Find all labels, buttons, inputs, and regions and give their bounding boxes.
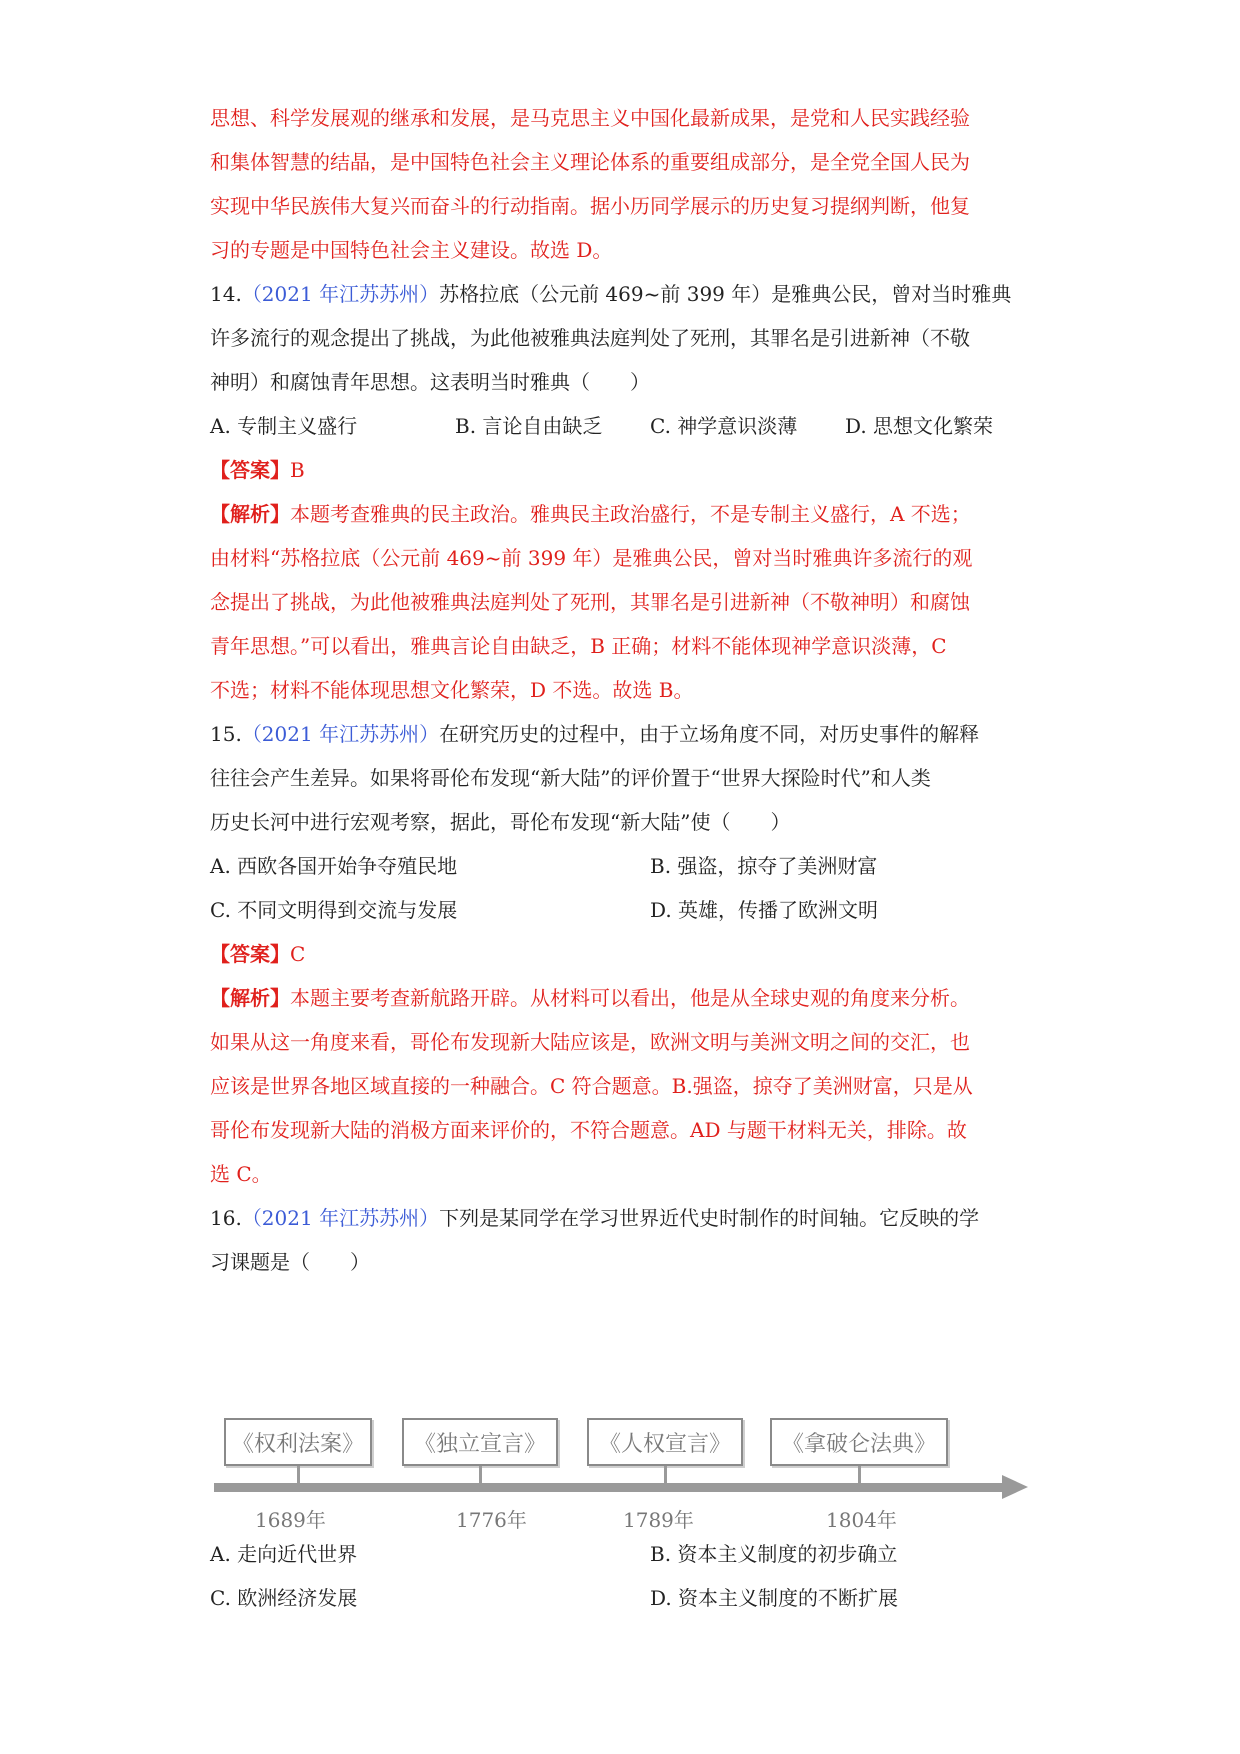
q15-analysis-text-1: 本题主要考查新航路开辟。从材料可以看出，他是从全球史观的角度来分析。 — [290, 986, 970, 1010]
timeline-year-1: 1689年 — [255, 1508, 326, 1532]
q14-answer — [210, 456, 305, 484]
q16-stem-line-1 — [210, 1204, 979, 1232]
timeline-year-3: 1789年 — [623, 1508, 694, 1532]
q15-stem-line-2: 往往会产生差异。如果将哥伦布发现“新大陆”的评价置于“世界大探险时代”和人类 — [210, 766, 931, 790]
q14-answer-label: 【答案】 — [210, 458, 290, 482]
timeline-year-2: 1776年 — [456, 1508, 527, 1532]
q14-analysis-text-1: 本题考查雅典的民主政治。雅典民主政治盛行，不是专制主义盛行，A 不选； — [290, 502, 971, 526]
q14-number: 14. — [210, 282, 242, 306]
q16-source: （2021 年江苏苏州） — [241, 1206, 440, 1230]
q15-analysis-line-5: 选 C。 — [210, 1162, 272, 1186]
q14-analysis-label: 【解析】 — [210, 502, 290, 526]
q15-option-a: A. 西欧各国开始争夺殖民地 — [210, 854, 458, 878]
q15-number: 15. — [210, 722, 242, 746]
q15-option-c: C. 不同文明得到交流与发展 — [210, 898, 458, 922]
timeline-arrow-icon — [1002, 1475, 1028, 1499]
timeline-event-4: 《拿破仑法典》 — [770, 1418, 948, 1466]
q14-source: （2021 年江苏苏州） — [241, 282, 440, 306]
q13-analysis-line-4: 习的专题是中国特色社会主义建设。故选 D。 — [210, 238, 613, 262]
q15-answer-label: 【答案】 — [210, 942, 290, 966]
q16-option-d: D. 资本主义制度的不断扩展 — [650, 1586, 899, 1610]
q13-analysis-line-1: 思想、科学发展观的继承和发展，是马克思主义中国化最新成果，是党和人民实践经验 — [210, 106, 970, 130]
q15-source: （2021 年江苏苏州） — [241, 722, 440, 746]
q14-analysis-line-4: 青年思想。”可以看出，雅典言论自由缺乏，B 正确；材料不能体现神学意识淡薄，C — [210, 634, 947, 658]
q16-option-a: A. 走向近代世界 — [210, 1542, 358, 1566]
q16-stem-text-1: 下列是某同学在学习世界近代史时制作的时间轴。它反映的学 — [439, 1206, 980, 1230]
q15-answer-value: C — [290, 942, 306, 966]
q15-option-b: B. 强盗，掠夺了美洲财富 — [650, 854, 878, 878]
q14-stem-line-3: 神明）和腐蚀青年思想。这表明当时雅典（ ） — [210, 370, 650, 394]
q14-stem-text-1: 苏格拉底（公元前 469~前 399 年）是雅典公民，曾对当时雅典 — [439, 282, 1012, 306]
q16-stem-line-2: 习课题是（ ） — [210, 1250, 370, 1274]
q14-option-a: A. 专制主义盛行 — [210, 414, 358, 438]
timeline-year-4: 1804年 — [826, 1508, 897, 1532]
timeline-axis — [214, 1483, 1004, 1492]
q14-analysis-line-2: 由材料“苏格拉底（公元前 469~前 399 年）是雅典公民，曾对当时雅典许多流行的观 — [210, 546, 973, 570]
q13-analysis-line-2: 和集体智慧的结晶，是中国特色社会主义理论体系的重要组成部分，是全党全国人民为 — [210, 150, 970, 174]
q15-analysis-line-2: 如果从这一角度来看，哥伦布发现新大陆应该是，欧洲文明与美洲文明之间的交汇，也 — [210, 1030, 970, 1054]
timeline-event-3: 《人权宣言》 — [587, 1418, 743, 1466]
q15-stem-line-3: 历史长河中进行宏观考察，据此，哥伦布发现“新大陆”使（ ） — [210, 810, 791, 834]
q16-number: 16. — [210, 1206, 242, 1230]
q14-option-b: B. 言论自由缺乏 — [455, 414, 603, 438]
q14-analysis-line-3: 念提出了挑战，为此他被雅典法庭判处了死刑，其罪名是引进新神（不敬神明）和腐蚀 — [210, 590, 970, 614]
q14-option-d: D. 思想文化繁荣 — [845, 414, 994, 438]
q14-stem-line-2: 许多流行的观念提出了挑战，为此他被雅典法庭判处了死刑，其罪名是引进新神（不敬 — [210, 326, 970, 350]
q15-analysis-label: 【解析】 — [210, 986, 290, 1010]
q13-analysis-line-3: 实现中华民族伟大复兴而奋斗的行动指南。据小历同学展示的历史复习提纲判断，他复 — [210, 194, 970, 218]
q14-analysis-line-5: 不选；材料不能体现思想文化繁荣，D 不选。故选 B。 — [210, 678, 694, 702]
q15-analysis-line-1 — [210, 984, 970, 1012]
q16-option-b: B. 资本主义制度的初步确立 — [650, 1542, 898, 1566]
q15-option-d: D. 英雄，传播了欧洲文明 — [650, 898, 879, 922]
q15-analysis-line-4: 哥伦布发现新大陆的消极方面来评价的，不符合题意。AD 与题干材料无关，排除。故 — [210, 1118, 967, 1142]
q16-option-c: C. 欧洲经济发展 — [210, 1586, 358, 1610]
q15-stem-line-1 — [210, 720, 979, 748]
q15-stem-text-1: 在研究历史的过程中，由于立场角度不同，对历史事件的解释 — [439, 722, 980, 746]
q14-answer-value: B — [290, 458, 305, 482]
q14-stem-line-1 — [210, 280, 1011, 308]
q14-option-c: C. 神学意识淡薄 — [650, 414, 798, 438]
timeline-event-1: 《权利法案》 — [224, 1418, 372, 1466]
timeline-event-2: 《独立宣言》 — [402, 1418, 558, 1466]
q14-analysis-line-1 — [210, 500, 971, 528]
q15-answer — [210, 940, 305, 968]
q15-analysis-line-3: 应该是世界各地区域直接的一种融合。C 符合题意。B.强盗，掠夺了美洲财富，只是从 — [210, 1074, 973, 1098]
